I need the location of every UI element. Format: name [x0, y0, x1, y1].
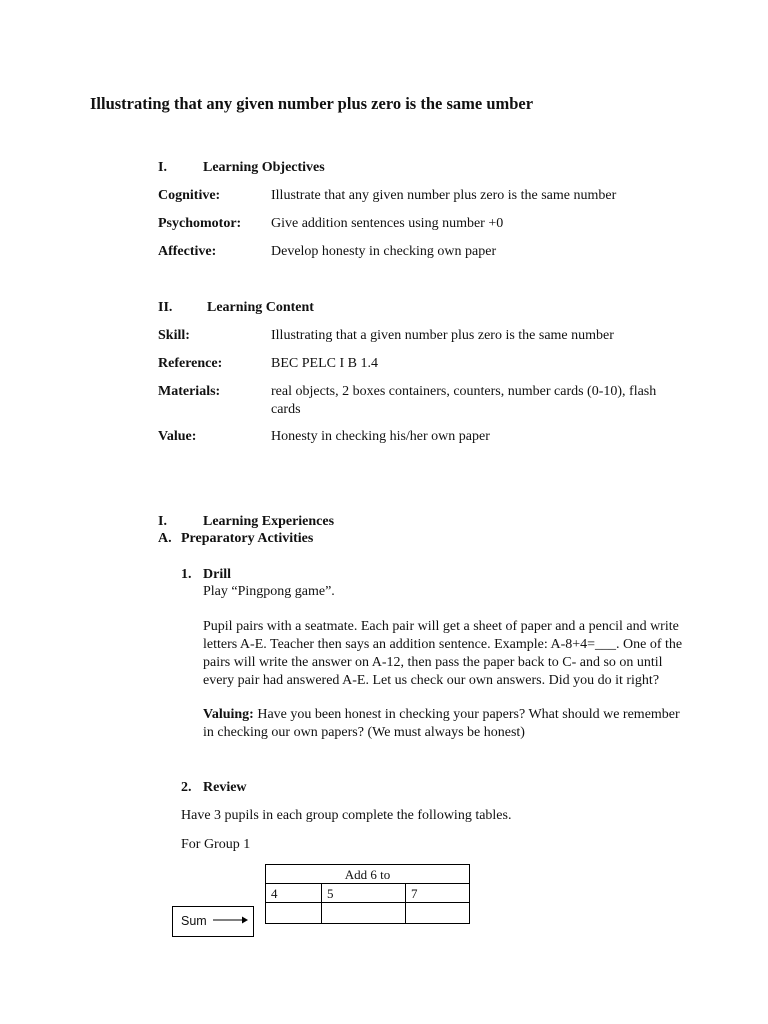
objective-label: Affective:: [158, 244, 217, 259]
objective-text: Give addition sentences using number +0: [271, 216, 504, 231]
drill-heading: Drill: [203, 567, 231, 582]
objective-text: Develop honesty in checking own paper: [271, 244, 497, 259]
arrow-right-icon: [213, 915, 249, 925]
sum-cell[interactable]: [322, 903, 406, 924]
sum-label-box: [172, 906, 254, 937]
content-label: Materials:: [158, 384, 221, 399]
table-cell: 5: [322, 884, 406, 903]
objective-label: Psychomotor:: [158, 216, 242, 231]
objective-text: Illustrate that any given number plus zero is the same number: [271, 188, 617, 203]
list-number: 1.: [181, 567, 192, 582]
drill-intro: Play “Pingpong game”.: [203, 584, 335, 599]
subsection-heading: Preparatory Activities: [181, 531, 314, 546]
content-label: Reference:: [158, 356, 223, 371]
sum-label: Sum: [181, 914, 207, 928]
content-text: Honesty in checking his/her own paper: [271, 429, 490, 444]
review-instruction: Have 3 pupils in each group complete the following tables.: [181, 808, 512, 823]
subsection-letter: A.: [158, 531, 172, 546]
content-text: real objects, 2 boxes containers, counters, number cards (0-10), flash cards: [271, 384, 657, 417]
list-number: 2.: [181, 780, 192, 795]
table-cell: 7: [406, 884, 470, 903]
section-numeral: I.: [158, 160, 167, 175]
objective-label: Cognitive:: [158, 188, 221, 203]
sum-cell[interactable]: [406, 903, 470, 924]
group-label: For Group 1: [181, 837, 251, 852]
document-title: Illustrating that any given number plus zero is the same umber: [90, 94, 534, 113]
content-text: Illustrating that a given number plus zero is the same number: [271, 328, 614, 343]
review-heading: Review: [203, 780, 247, 795]
table-cell: 4: [266, 884, 322, 903]
table-header: Add 6 to: [266, 865, 470, 884]
valuing-text: Have you been honest in checking your papers? What should we remember in checking our own papers? (We must always be honest): [203, 707, 680, 740]
section-heading-objectives: Learning Objectives: [203, 160, 325, 175]
section-numeral: I.: [158, 514, 167, 529]
content-label: Value:: [158, 429, 197, 444]
sum-cell[interactable]: [266, 903, 322, 924]
valuing-label: Valuing:: [203, 707, 254, 722]
content-label: Skill:: [158, 328, 190, 343]
drill-paragraph: Pupil pairs with a seatmate. Each pair will get a sheet of paper and a pencil and write letters A-E. Teacher then says an addition sentence. Example: A-8+4=___. One of the pairs will write the answer on A-12, then pass the paper back to C- and so on until every pair had answered A-E. Let us check our own answers. Did you do it right?: [203, 619, 683, 688]
section-heading-content: Learning Content: [207, 300, 314, 315]
content-text: BEC PELC I B 1.4: [271, 356, 378, 371]
section-heading-experiences: Learning Experiences: [203, 514, 335, 529]
addition-table: [265, 864, 470, 924]
section-numeral: II.: [158, 300, 173, 315]
valuing-paragraph: [203, 706, 683, 742]
